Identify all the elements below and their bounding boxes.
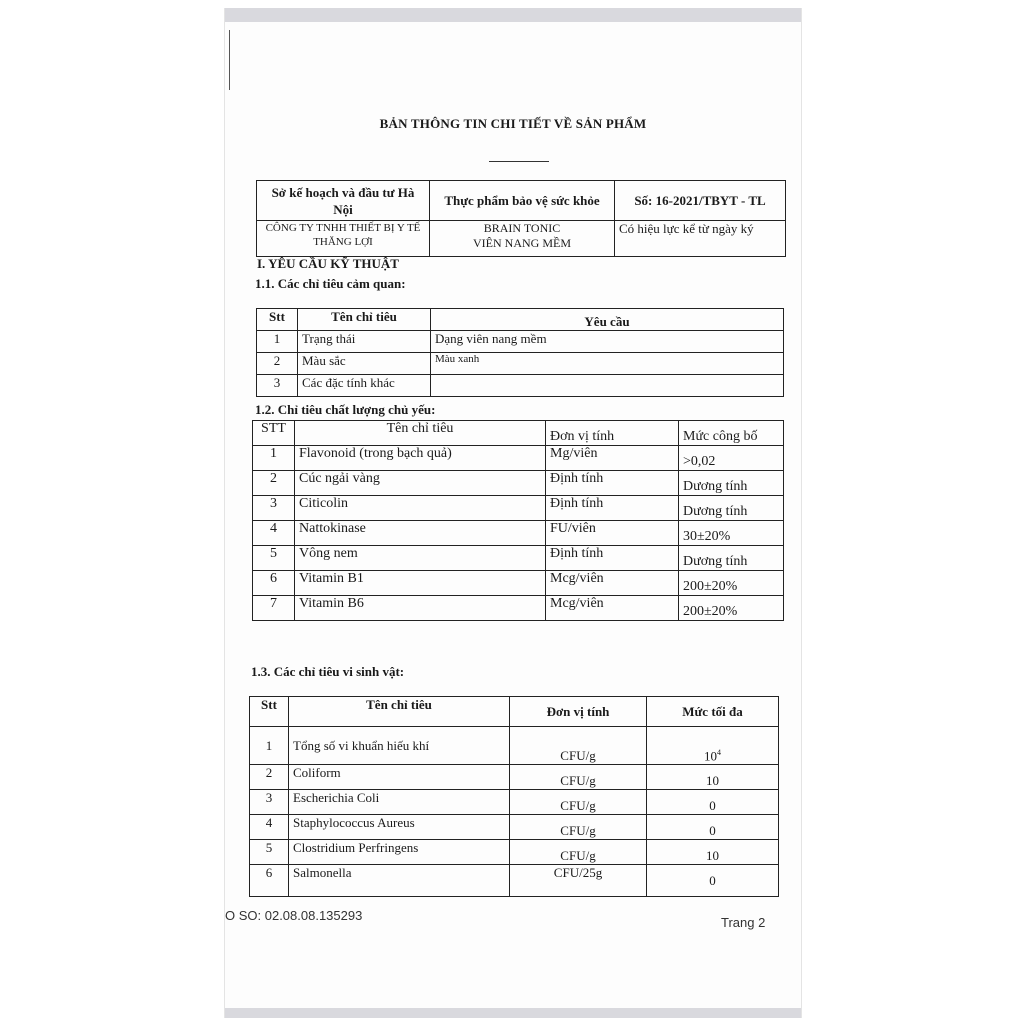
quality-stt: 6 [253,571,295,596]
micro-unit: CFU/g [510,727,647,765]
sensory-requirement [431,375,784,397]
micro-max-exponent: 4 [717,747,721,757]
table-row [250,840,779,865]
table-row [257,331,784,353]
quality-stt: 3 [253,496,295,521]
quality-unit: Định tính [546,496,679,521]
quality-header-unit: Đơn vị tính [546,421,679,446]
quality-name: Vitamin B1 [295,571,546,596]
quality-unit: Mcg/viên [546,596,679,621]
header-table [256,180,786,257]
header-number: Số: 16-2021/TBYT - TL [615,181,786,221]
table-row [257,375,784,397]
quality-stt: 1 [253,446,295,471]
micro-header-name: Tên chỉ tiêu [289,697,510,727]
micro-max: 0 [647,865,779,897]
table-row [257,353,784,375]
table-row [250,865,779,897]
sensory-requirement: Dạng viên nang mềm [431,331,784,353]
micro-max: 10 [647,840,779,865]
micro-stt: 6 [250,865,289,897]
quality-name: Citicolin [295,496,546,521]
sensory-name: Trạng thái [298,331,431,353]
quality-declared: 200±20% [679,596,784,621]
micro-max: 10 [647,765,779,790]
table-row [253,496,784,521]
section-1-3-heading: 1.3. Các chỉ tiêu vi sinh vật: [251,664,405,679]
micro-header-stt: Stt [250,697,289,727]
scan-top-edge [225,8,801,22]
scan-margin-mark [229,30,232,90]
table-row [253,596,784,621]
quality-declared: Dương tính [679,471,784,496]
section-1-2-heading: 1.2. Chỉ tiêu chất lượng chủ yếu: [255,402,436,417]
quality-stt: 2 [253,471,295,496]
micro-unit: CFU/g [510,765,647,790]
quality-declared: Dương tính [679,496,784,521]
micro-unit: CFU/25g [510,865,647,897]
quality-stt: 7 [253,596,295,621]
table-row [250,765,779,790]
sensory-name: Các đặc tính khác [298,375,431,397]
header-issuer: Sở kế hoạch và đầu tư Hà Nội [257,181,430,221]
scan-bottom-edge [225,1008,801,1018]
header-product [430,221,615,257]
quality-declared: 30±20% [679,521,784,546]
sensory-requirement: Màu xanh [431,353,784,375]
sensory-header-name: Tên chỉ tiêu [298,309,431,331]
quality-name: Flavonoid (trong bạch quả) [295,446,546,471]
footer-registration: O SO: 02.08.08.135293 [225,908,363,923]
section-1-1-heading: 1.1. Các chỉ tiêu cảm quan: [255,276,406,291]
sensory-stt: 1 [257,331,298,353]
table-row [250,727,779,765]
sensory-stt: 3 [257,375,298,397]
quality-header-declared: Mức công bố [679,421,784,446]
quality-unit: Định tính [546,471,679,496]
quality-declared: Dương tính [679,546,784,571]
micro-name: Salmonella [289,865,510,897]
micro-name: Escherichia Coli [289,790,510,815]
micro-table [249,696,779,897]
document-page [224,8,802,1018]
micro-unit: CFU/g [510,815,647,840]
quality-header-stt: STT [253,421,295,446]
quality-unit: Mg/viên [546,446,679,471]
micro-name: Staphylococcus Aureus [289,815,510,840]
micro-stt: 5 [250,840,289,865]
table-row [250,790,779,815]
micro-stt: 3 [250,790,289,815]
section-1-heading: I. YÊU CẦU KỸ THUẬT [257,256,399,271]
quality-declared: >0,02 [679,446,784,471]
quality-name: Nattokinase [295,521,546,546]
micro-unit: CFU/g [510,840,647,865]
sensory-header-requirement: Yêu cầu [431,309,784,331]
quality-stt: 4 [253,521,295,546]
footer-page-number: Trang 2 [721,915,766,930]
micro-header-unit: Đơn vị tính [510,697,647,727]
sensory-stt: 2 [257,353,298,375]
quality-name: Vitamin B6 [295,596,546,621]
micro-stt: 2 [250,765,289,790]
quality-unit: Mcg/viên [546,571,679,596]
micro-max [647,727,779,765]
table-row [253,521,784,546]
document-title: BẢN THÔNG TIN CHI TIẾT VỀ SẢN PHẨM [379,116,647,131]
quality-unit: FU/viên [546,521,679,546]
title-underline [489,161,549,162]
micro-name: Tổng số vi khuẩn hiếu khí [289,727,510,765]
micro-stt: 1 [250,727,289,765]
micro-max: 0 [647,790,779,815]
micro-name: Clostridium Perfringens [289,840,510,865]
micro-header-max: Mức tối đa [647,697,779,727]
quality-declared: 200±20% [679,571,784,596]
table-row [253,571,784,596]
quality-header-name: Tên chỉ tiêu [295,421,546,446]
table-row [253,446,784,471]
table-row [253,546,784,571]
micro-name: Coliform [289,765,510,790]
micro-unit: CFU/g [510,790,647,815]
micro-max-base: 10 [704,748,717,763]
table-row [250,815,779,840]
header-company: CÔNG TY TNHH THIẾT BỊ Y TẾ THĂNG LỢI [257,221,430,257]
micro-stt: 4 [250,815,289,840]
sensory-header-stt: Stt [257,309,298,331]
table-row [253,471,784,496]
quality-name: Vông nem [295,546,546,571]
quality-name: Cúc ngải vàng [295,471,546,496]
product-form: VIÊN NANG MỀM [473,236,571,250]
quality-table [252,420,784,621]
product-name: BRAIN TONIC [483,221,561,235]
micro-max: 0 [647,815,779,840]
sensory-table [256,308,784,397]
quality-unit: Định tính [546,546,679,571]
header-category: Thực phẩm bảo vệ sức khỏe [430,181,615,221]
header-validity: Có hiệu lực kể từ ngày ký [615,221,786,257]
sensory-name: Màu sắc [298,353,431,375]
quality-stt: 5 [253,546,295,571]
